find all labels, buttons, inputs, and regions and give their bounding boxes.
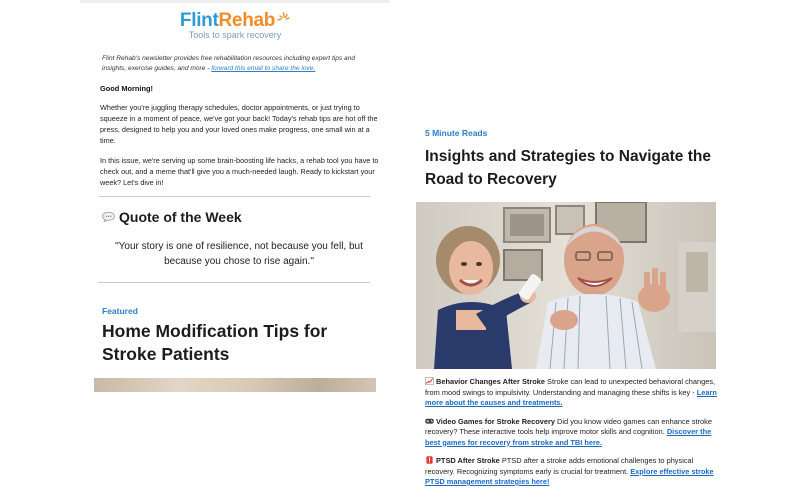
newsletter-right-panel	[416, 0, 716, 500]
top-divider	[80, 0, 390, 3]
chart-increasing-icon	[425, 377, 434, 385]
newsletter-intro	[102, 54, 374, 73]
newsletter-left-panel	[80, 0, 390, 392]
quote-heading	[102, 209, 242, 225]
greeting: Good Morning!	[100, 84, 153, 93]
list-item	[425, 456, 717, 488]
item-text: PTSD after a stroke adds emotional challenges to physical recovery. Recognizing symptoms early is crucial for treatment.	[425, 456, 694, 476]
quote-text: "Your story is one of resilience, not because you fell, but because you chose to rise again."	[115, 241, 363, 267]
speech-bubble-icon	[102, 212, 115, 222]
featured-article-title[interactable]: Home Modification Tips for Stroke Patients	[102, 321, 328, 364]
section-divider	[98, 282, 370, 283]
intro-text: Flint Rehab's newsletter provides free rehabilitation resources including expert tips and insights, exercise guides, and more -	[102, 55, 356, 72]
item-text: Stroke can lead to unexpected behavioral changes, from mood swings to impulsivity. Understanding and managing these shifts is key -	[425, 377, 716, 397]
item-text: Did you know video games can enhance stroke recovery? These interactive tools help improve motor skills and cognition.	[425, 416, 712, 436]
ptsd-strategies-link[interactable]: Explore effective stroke PTSD management strategies here!	[425, 466, 714, 486]
featured-kicker: Featured	[102, 306, 138, 316]
reads-section-title: Insights and Strategies to Navigate the Road to Recovery	[425, 148, 711, 188]
logo-tagline: Tools to spark recovery	[188, 30, 282, 40]
reads-list	[425, 377, 717, 496]
intro-paragraph-2: In this issue, we're serving up some brain-boosting life hacks, a rehab tool you have to check out, and a meme that'll give you a much-needed laugh. Ready to kickstart your week? Let's dive in!	[100, 156, 379, 187]
game-controller-icon	[425, 417, 434, 425]
video-games-link[interactable]: Discover the best games for recovery from stroke and TBI here.	[425, 427, 712, 447]
item-title: Behavior Changes After Stroke	[436, 377, 545, 386]
list-item	[425, 417, 717, 449]
item-title: Video Games for Stroke Recovery	[436, 416, 555, 426]
quote-heading-text: Quote of the Week	[119, 209, 242, 225]
section-divider	[98, 196, 370, 197]
featured-article-image[interactable]	[94, 378, 376, 392]
behavior-changes-link[interactable]: Learn more about the causes and treatments.	[425, 387, 717, 407]
red-alert-icon	[425, 456, 434, 464]
item-title: PTSD After Stroke	[436, 456, 500, 465]
forward-email-link[interactable]: forward this email to share the love.	[211, 64, 316, 72]
spark-icon	[276, 12, 290, 22]
intro-paragraph-1: Whether you're juggling therapy schedules, doctor appointments, or just trying to squeeze in a moment of peace, we've got your back! Today's rehab tips are hot off the press, designed to help you and your loved ones make progress, one small win at a time.	[100, 103, 378, 145]
reads-kicker: 5 Minute Reads	[425, 128, 488, 138]
logo-wordmark: FlintRehab	[179, 10, 276, 31]
list-item	[425, 377, 717, 409]
seniors-playing-video-game-photo	[416, 202, 716, 369]
flint-rehab-logo[interactable]	[80, 10, 390, 40]
